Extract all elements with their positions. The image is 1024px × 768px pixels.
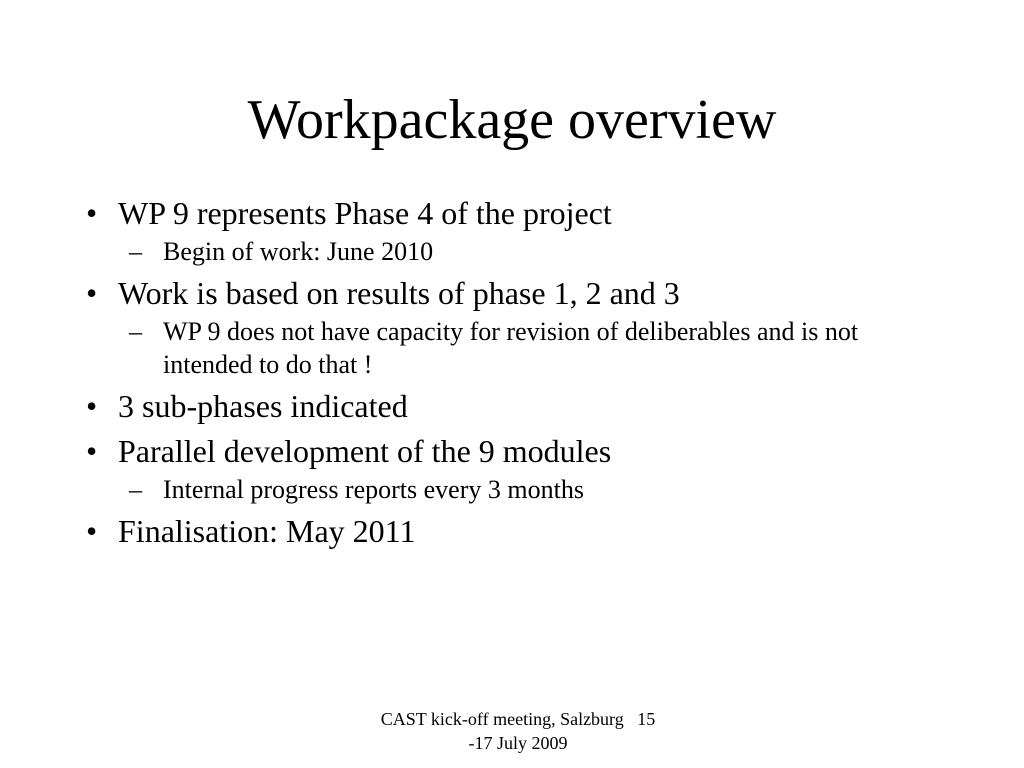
sub-bullet-list	[118, 473, 944, 506]
bullet-text: • Work is based on results of phase 1, 2 and 3	[118, 275, 680, 311]
sub-bullet-list	[118, 235, 944, 268]
bullet-item	[84, 386, 944, 426]
sub-bullet-text: Internal progress reports every 3 months	[163, 475, 584, 504]
sub-bullet-text: Begin of work: June 2010	[163, 237, 434, 266]
bullet-item	[84, 511, 944, 551]
footer-line: CAST kick-off meeting, Salzburg 15	[380, 709, 656, 729]
sub-bullet-text: WP 9 does not have capacity for revision of deliberables and is not intended to do that !	[163, 317, 859, 379]
sub-bullet-item	[118, 235, 944, 268]
dash-marker: –	[129, 475, 142, 504]
bullet-item	[84, 431, 944, 506]
bullet-text: • Parallel development of the 9 modules	[118, 433, 612, 469]
sub-bullet-list	[118, 315, 944, 381]
bullet-text: • WP 9 represents Phase 4 of the project	[118, 195, 612, 231]
bullet-text: • Finalisation: May 2011	[118, 513, 416, 549]
footer-line: -17 July 2009	[468, 733, 568, 753]
sub-bullet-item	[118, 473, 944, 506]
slide-title: Workpackage overview	[247, 89, 777, 151]
bullet-item	[84, 273, 944, 381]
dash-marker: –	[129, 317, 142, 346]
bullet-item	[84, 193, 944, 268]
slide-footer	[353, 707, 683, 755]
dash-marker: –	[129, 237, 142, 266]
bullet-list	[84, 193, 944, 556]
sub-bullet-item	[118, 315, 944, 381]
bullet-text: • 3 sub-phases indicated	[118, 388, 408, 424]
